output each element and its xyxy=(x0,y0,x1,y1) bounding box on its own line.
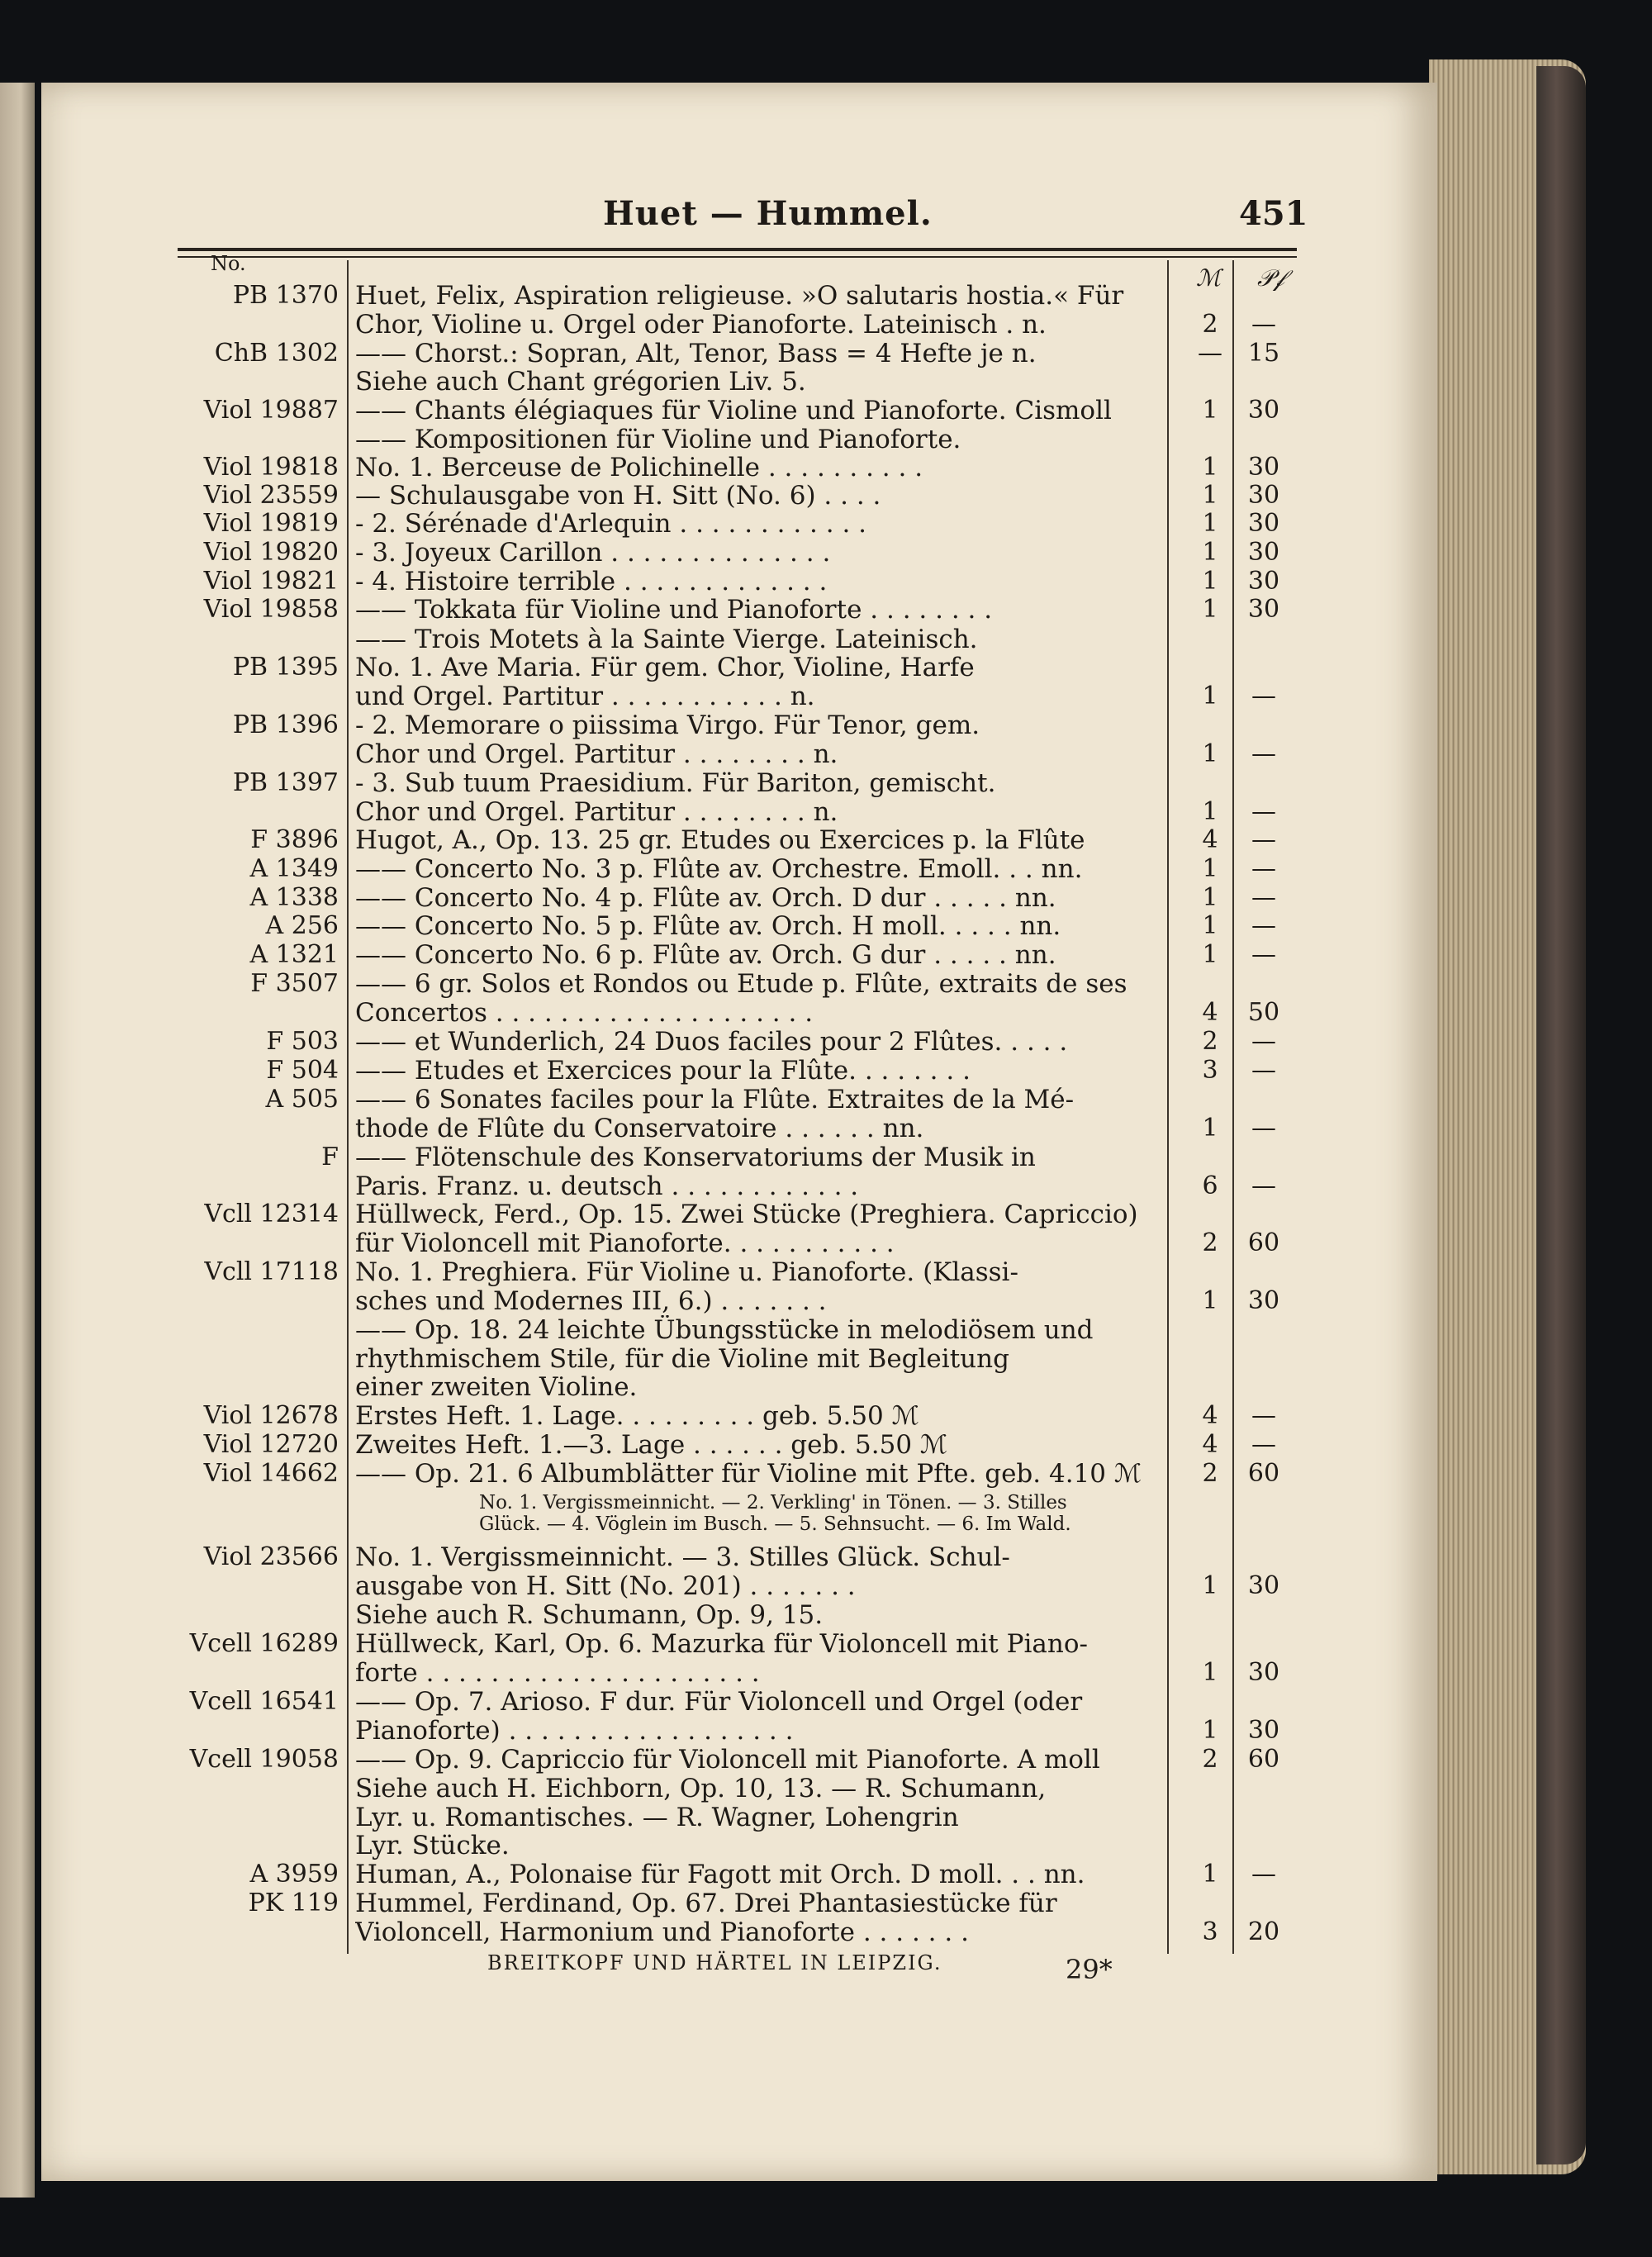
price-pfennig: 50 xyxy=(1247,998,1280,1027)
catalog-row xyxy=(0,653,1322,682)
catalog-row xyxy=(0,1774,1322,1803)
price-pfennig: — xyxy=(1251,1114,1276,1143)
catalog-row xyxy=(0,1513,1322,1543)
catalog-row xyxy=(0,481,1322,511)
price-mark: 1 xyxy=(1202,538,1218,567)
price-mark: 2 xyxy=(1202,1459,1218,1488)
catalog-row xyxy=(0,1200,1322,1229)
catalog-number: A 1321 xyxy=(249,940,339,969)
page-title: Huet — Hummel. xyxy=(603,194,933,233)
catalog-number: Viol 19819 xyxy=(203,509,339,538)
price-mark: 1 xyxy=(1202,739,1218,768)
catalog-number: Vcll 17118 xyxy=(204,1257,339,1286)
price-pfennig: — xyxy=(1251,825,1276,854)
price-mark: 1 xyxy=(1202,682,1218,710)
catalog-row xyxy=(0,453,1322,482)
catalog-row xyxy=(0,1344,1322,1374)
entry-text: — Schulausgabe von H. Sitt (No. 6) . . . . xyxy=(355,481,881,511)
catalog-row xyxy=(0,625,1322,654)
price-pfennig: — xyxy=(1251,1056,1276,1085)
entry-text: —— Concerto No. 5 p. Flûte av. Orch. H moll. . . . . nn. xyxy=(355,911,1061,941)
catalog-row xyxy=(0,739,1322,769)
entry-text: ausgabe von H. Sitt (No. 201) . . . . . . . xyxy=(355,1571,856,1601)
entry-text: Violoncell, Harmonium und Pianoforte . . . . . . . xyxy=(355,1917,969,1947)
price-mark: 1 xyxy=(1202,1716,1218,1745)
entry-text: No. 1. Vergissmeinnicht. — 3. Stilles Glück. Schul- xyxy=(355,1542,1010,1572)
price-pfennig: — xyxy=(1251,1860,1276,1889)
catalog-number: F xyxy=(321,1143,339,1171)
catalog-row xyxy=(0,1430,1322,1460)
price-pfennig: 30 xyxy=(1247,567,1280,596)
catalog-number: Vcll 12314 xyxy=(204,1200,339,1228)
entry-text: —— 6 gr. Solos et Rondos ou Etude p. Flûte, extraits de ses xyxy=(355,969,1127,999)
price-mark: 4 xyxy=(1202,998,1218,1027)
price-mark: 4 xyxy=(1202,1401,1218,1430)
price-pfennig: — xyxy=(1251,854,1276,883)
catalog-row xyxy=(0,1372,1322,1402)
signature-mark: 29* xyxy=(1066,1954,1113,1985)
price-pfennig: — xyxy=(1251,911,1276,940)
catalog-row xyxy=(0,940,1322,970)
entry-text: für Violoncell mit Pianoforte. . . . . . . . . . . xyxy=(355,1228,895,1258)
entry-text: —— Concerto No. 6 p. Flûte av. Orch. G dur . . . . . nn. xyxy=(355,940,1056,970)
price-pfennig: — xyxy=(1251,1027,1276,1056)
price-mark: 1 xyxy=(1202,1571,1218,1600)
header-rule xyxy=(178,248,1297,251)
catalog-row xyxy=(0,710,1322,740)
catalog-number: Viol 19820 xyxy=(203,538,339,567)
price-mark: 2 xyxy=(1202,310,1218,339)
price-mark: 1 xyxy=(1202,1860,1218,1889)
entry-text: - 2. Memorare o piissima Virgo. Für Tenor, gem. xyxy=(355,710,980,740)
entry-text: —— Op. 9. Capriccio für Violoncell mit Pianoforte. A moll xyxy=(355,1745,1100,1775)
entry-text: Hugot, A., Op. 13. 25 gr. Etudes ou Exercices p. la Flûte xyxy=(355,825,1085,855)
catalog-number: Viol 23559 xyxy=(203,481,339,510)
entry-text: Concertos . . . . . . . . . . . . . . . . . . . . xyxy=(355,998,814,1028)
catalog-number: F 3507 xyxy=(250,969,339,998)
catalog-row xyxy=(0,1687,1322,1717)
entry-text: —— Concerto No. 3 p. Flûte av. Orchestre. Emoll. . . nn. xyxy=(355,854,1083,884)
price-pfennig: — xyxy=(1251,797,1276,826)
catalog-row xyxy=(0,339,1322,368)
mark-column-label: ℳ xyxy=(1196,264,1221,292)
catalog-number: Viol 14662 xyxy=(203,1459,339,1488)
catalog-row xyxy=(0,1745,1322,1775)
entry-text: Glück. — 4. Vöglein im Busch. — 5. Sehnsucht. — 6. Im Wald. xyxy=(479,1513,1071,1535)
entry-text: - 3. Sub tuum Praesidium. Für Bariton, gemischt. xyxy=(355,768,996,798)
entry-text: —— Chorst.: Sopran, Alt, Tenor, Bass = 4 Hefte je n. xyxy=(355,339,1037,368)
book-cover xyxy=(1536,66,1586,2164)
catalog-row xyxy=(0,1860,1322,1889)
entry-text: und Orgel. Partitur . . . . . . . . . . . n. xyxy=(355,682,815,711)
price-pfennig: — xyxy=(1251,739,1276,768)
catalog-number: Vcell 16289 xyxy=(189,1629,339,1658)
price-pfennig: — xyxy=(1251,940,1276,969)
entry-text: Paris. Franz. u. deutsch . . . . . . . . . . . . xyxy=(355,1171,859,1201)
entry-text: - 2. Sérénade d'Arlequin . . . . . . . . . . . . xyxy=(355,509,867,539)
price-pfennig: — xyxy=(1251,1430,1276,1459)
catalog-number: Viol 19887 xyxy=(203,396,339,425)
price-pfennig: 60 xyxy=(1247,1459,1280,1488)
catalog-number: PB 1395 xyxy=(232,653,339,682)
catalog-row xyxy=(0,1114,1322,1143)
pfennig-column-label: 𝒫𝒻 xyxy=(1257,264,1284,292)
catalog-row xyxy=(0,310,1322,340)
catalog-row xyxy=(0,1143,1322,1172)
price-pfennig: 30 xyxy=(1247,509,1280,538)
catalog-number: PB 1370 xyxy=(232,281,339,310)
price-mark: 3 xyxy=(1202,1917,1218,1946)
page-number: 451 xyxy=(1239,194,1308,233)
catalog-number: F 503 xyxy=(266,1027,339,1056)
catalog-number: ChB 1302 xyxy=(214,339,339,368)
entry-text: —— Kompositionen für Violine und Pianoforte. xyxy=(355,425,961,454)
price-mark: — xyxy=(1198,339,1222,368)
entry-text: —— Op. 18. 24 leichte Übungsstücke in melodiösem und xyxy=(355,1315,1094,1345)
entry-text: —— Concerto No. 4 p. Flûte av. Orch. D dur . . . . . nn. xyxy=(355,883,1056,913)
entry-text: Chor und Orgel. Partitur . . . . . . . . n. xyxy=(355,797,838,827)
entry-text: Lyr. Stücke. xyxy=(355,1831,510,1860)
entry-text: - 4. Histoire terrible . . . . . . . . . . . . . xyxy=(355,567,828,596)
entry-text: —— Etudes et Exercices pour la Flûte. . . . . . . . xyxy=(355,1056,971,1086)
price-pfennig: — xyxy=(1251,883,1276,912)
catalog-row xyxy=(0,1056,1322,1086)
catalog-number: A 1349 xyxy=(249,854,339,883)
catalog-row xyxy=(0,1542,1322,1572)
catalog-row xyxy=(0,1401,1322,1431)
catalog-row xyxy=(0,1917,1322,1947)
price-mark: 2 xyxy=(1202,1228,1218,1257)
entry-text: No. 1. Preghiera. Für Violine u. Pianoforte. (Klassi- xyxy=(355,1257,1018,1287)
price-mark: 4 xyxy=(1202,1430,1218,1459)
price-mark: 3 xyxy=(1202,1056,1218,1085)
catalog-row xyxy=(0,911,1322,941)
header-rule-thin xyxy=(178,256,1297,258)
price-pfennig: — xyxy=(1251,310,1276,339)
catalog-row xyxy=(0,682,1322,711)
entry-text: Chor, Violine u. Orgel oder Pianoforte. Lateinisch . n. xyxy=(355,310,1047,340)
price-pfennig: 30 xyxy=(1247,1658,1280,1687)
entry-text: forte . . . . . . . . . . . . . . . . . . . . . xyxy=(355,1658,760,1688)
price-mark: 1 xyxy=(1202,509,1218,538)
price-mark: 1 xyxy=(1202,1658,1218,1687)
catalog-row xyxy=(0,1085,1322,1114)
entry-text: —— Trois Motets à la Sainte Vierge. Lateinisch. xyxy=(355,625,978,654)
catalog-row xyxy=(0,509,1322,539)
price-mark: 1 xyxy=(1202,1286,1218,1315)
price-pfennig: — xyxy=(1251,682,1276,710)
entry-text: —— Flötenschule des Konservatoriums der Musik in xyxy=(355,1143,1036,1172)
catalog-number: Vcell 16541 xyxy=(189,1687,339,1716)
price-pfennig: — xyxy=(1251,1171,1276,1200)
price-pfennig: 60 xyxy=(1247,1745,1280,1774)
price-mark: 2 xyxy=(1202,1745,1218,1774)
entry-text: - 3. Joyeux Carillon . . . . . . . . . . . . . . xyxy=(355,538,831,568)
catalog-number: Viol 23566 xyxy=(203,1542,339,1571)
catalog-number: Viol 19821 xyxy=(203,567,339,596)
catalog-number: Viol 19858 xyxy=(203,595,339,624)
entry-text: Pianoforte) . . . . . . . . . . . . . . . . . . xyxy=(355,1716,794,1746)
entry-text: —— Chants élégiaques für Violine und Pianoforte. Cismoll xyxy=(355,396,1112,425)
price-mark: 1 xyxy=(1202,911,1218,940)
entry-text: Siehe auch H. Eichborn, Op. 10, 13. — R. Schumann, xyxy=(355,1774,1047,1803)
catalog-number: F 3896 xyxy=(250,825,339,854)
entry-text: thode de Flûte du Conservatoire . . . . . . nn. xyxy=(355,1114,924,1143)
price-pfennig: 60 xyxy=(1247,1228,1280,1257)
entry-text: No. 1. Ave Maria. Für gem. Chor, Violine, Harfe xyxy=(355,653,975,682)
entry-text: Hüllweck, Karl, Op. 6. Mazurka für Violoncell mit Piano- xyxy=(355,1629,1088,1659)
catalog-number: A 256 xyxy=(265,911,339,940)
price-pfennig: 15 xyxy=(1247,339,1280,368)
catalog-row xyxy=(0,1831,1322,1860)
catalog-number: Viol 12678 xyxy=(203,1401,339,1430)
catalog-row xyxy=(0,854,1322,884)
catalog-row xyxy=(0,1629,1322,1659)
entry-text: —— Tokkata für Violine und Pianoforte . . . . . . . . xyxy=(355,595,993,625)
catalog-number: A 3959 xyxy=(249,1860,339,1889)
entry-text: No. 1. Berceuse de Polichinelle . . . . . . . . . . xyxy=(355,453,923,482)
catalog-number: F 504 xyxy=(266,1056,339,1085)
entry-text: Hüllweck, Ferd., Op. 15. Zwei Stücke (Preghiera. Capriccio) xyxy=(355,1200,1138,1229)
price-mark: 1 xyxy=(1202,883,1218,912)
catalog-row xyxy=(0,1803,1322,1832)
catalog-number: Vcell 19058 xyxy=(189,1745,339,1774)
catalog-row xyxy=(0,797,1322,827)
entry-text: Human, A., Polonaise für Fagott mit Orch. D moll. . . nn. xyxy=(355,1860,1085,1889)
publisher-footer: BREITKOPF UND HÄRTEL IN LEIPZIG. xyxy=(487,1951,942,1974)
catalog-row xyxy=(0,367,1322,397)
catalog-row xyxy=(0,1228,1322,1258)
entry-text: Erstes Heft. 1. Lage. . . . . . . . . geb. 5.50 ℳ xyxy=(355,1401,919,1431)
entry-text: Chor und Orgel. Partitur . . . . . . . . n. xyxy=(355,739,838,769)
price-pfennig: 30 xyxy=(1247,538,1280,567)
price-pfennig: 30 xyxy=(1247,1286,1280,1315)
catalog-number: Viol 19818 xyxy=(203,453,339,482)
price-mark: 1 xyxy=(1202,797,1218,826)
catalog-row xyxy=(0,768,1322,798)
price-mark: 1 xyxy=(1202,567,1218,596)
price-mark: 1 xyxy=(1202,854,1218,883)
entry-text: —— 6 Sonates faciles pour la Flûte. Extraites de la Mé- xyxy=(355,1085,1075,1114)
price-mark: 1 xyxy=(1202,940,1218,969)
catalog-row xyxy=(0,396,1322,425)
entry-text: No. 1. Vergissmeinnicht. — 2. Verkling' in Tönen. — 3. Stilles xyxy=(479,1492,1067,1513)
price-mark: 1 xyxy=(1202,453,1218,482)
price-pfennig: 30 xyxy=(1247,453,1280,482)
price-mark: 4 xyxy=(1202,825,1218,854)
catalog-row xyxy=(0,998,1322,1028)
entry-text: rhythmischem Stile, für die Violine mit Begleitung xyxy=(355,1344,1009,1374)
number-column-label: No. xyxy=(211,252,246,275)
entry-text: Zweites Heft. 1.—3. Lage . . . . . . geb. 5.50 ℳ xyxy=(355,1430,948,1460)
catalog-row xyxy=(0,1315,1322,1345)
catalog-row xyxy=(0,1600,1322,1630)
catalog-row xyxy=(0,1571,1322,1601)
price-mark: 1 xyxy=(1202,1114,1218,1143)
catalog-row xyxy=(0,1889,1322,1918)
entry-text: einer zweiten Violine. xyxy=(355,1372,638,1402)
catalog-row xyxy=(0,1171,1322,1201)
catalog-row xyxy=(0,1716,1322,1746)
price-pfennig: 30 xyxy=(1247,1571,1280,1600)
entry-text: —— Op. 7. Arioso. F dur. Für Violoncell und Orgel (oder xyxy=(355,1687,1083,1717)
catalog-row xyxy=(0,595,1322,625)
catalog-row xyxy=(0,1286,1322,1316)
catalog-row xyxy=(0,538,1322,568)
price-pfennig: 30 xyxy=(1247,595,1280,624)
price-mark: 2 xyxy=(1202,1027,1218,1056)
entry-text: Lyr. u. Romantisches. — R. Wagner, Lohengrin xyxy=(355,1803,959,1832)
catalog-number: PB 1396 xyxy=(232,710,339,739)
entry-text: Siehe auch Chant grégorien Liv. 5. xyxy=(355,367,806,397)
catalog-number: A 1338 xyxy=(249,883,339,912)
entry-text: sches und Modernes III, 6.) . . . . . . . xyxy=(355,1286,827,1316)
entry-text: Hummel, Ferdinand, Op. 67. Drei Phantasiestücke für xyxy=(355,1889,1057,1918)
price-pfennig: 20 xyxy=(1247,1917,1280,1946)
price-pfennig: 30 xyxy=(1247,481,1280,510)
entry-text: Siehe auch R. Schumann, Op. 9, 15. xyxy=(355,1600,824,1630)
price-pfennig: — xyxy=(1251,1401,1276,1430)
price-mark: 1 xyxy=(1202,595,1218,624)
catalog-row xyxy=(0,1658,1322,1688)
catalog-row xyxy=(0,1459,1322,1489)
entry-text: Huet, Felix, Aspiration religieuse. »O salutaris hostia.« Für xyxy=(355,281,1124,311)
price-mark: 1 xyxy=(1202,481,1218,510)
catalog-row xyxy=(0,1257,1322,1287)
entry-text: —— et Wunderlich, 24 Duos faciles pour 2 Flûtes. . . . . xyxy=(355,1027,1068,1057)
catalog-row xyxy=(0,281,1322,311)
catalog-row xyxy=(0,567,1322,596)
catalog-row xyxy=(0,425,1322,454)
catalog-row xyxy=(0,883,1322,913)
catalog-row xyxy=(0,1027,1322,1057)
price-mark: 1 xyxy=(1202,396,1218,425)
price-pfennig: 30 xyxy=(1247,396,1280,425)
catalog-row xyxy=(0,825,1322,855)
catalog-number: Viol 12720 xyxy=(203,1430,339,1459)
entry-text: —— Op. 21. 6 Albumblätter für Violine mit Pfte. geb. 4.10 ℳ xyxy=(355,1459,1142,1489)
catalog-number: A 505 xyxy=(265,1085,339,1114)
catalog-row xyxy=(0,969,1322,999)
price-mark: 6 xyxy=(1202,1171,1218,1200)
catalog-number: PK 119 xyxy=(248,1889,339,1917)
catalog-number: PB 1397 xyxy=(232,768,339,797)
price-pfennig: 30 xyxy=(1247,1716,1280,1745)
